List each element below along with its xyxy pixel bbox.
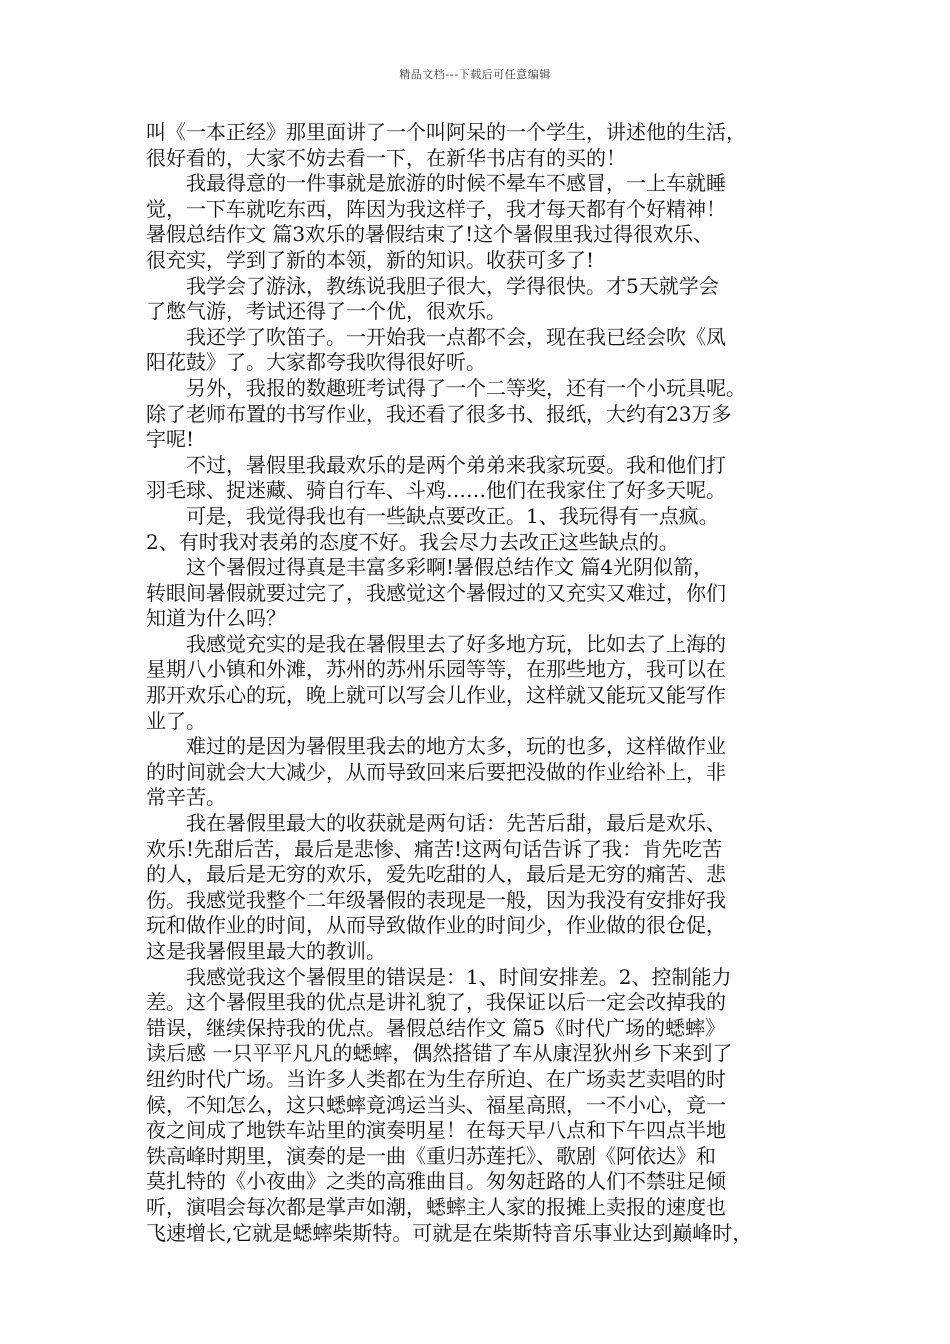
text-line: 我感觉我这个暑假里的错误是：1、时间安排差。2、控制能力 xyxy=(146,964,732,989)
text-line: 转眼间暑假就要过完了，我感觉这个暑假过的又充实又难过，你们 xyxy=(146,580,726,605)
text-line: 的时间就会大大减少，从而导致回来后要把没做的作业给补上，非 xyxy=(146,759,726,784)
text-line: 的人，最后是无穷的欢乐，爱先吃甜的人，最后是无穷的痛苦、悲 xyxy=(146,862,726,887)
text-line: 叫《一本正经》那里面讲了一个叫阿呆的一个学生，讲述他的生活， xyxy=(146,120,746,144)
text-line: 候，不知怎么，这只蟋蟀竟鸿运当头、福星高照，一不小心，竟一 xyxy=(146,1092,726,1117)
text-line: 2、有时我对表弟的态度不好。我会尽力去改正这些缺点的。 xyxy=(146,529,679,554)
text-line: 我在暑假里最大的收获就是两句话：先苦后甜，最后是欢乐、 xyxy=(146,811,726,836)
text-line: 读后感 一只平平凡凡的蟋蟀，偶然搭错了车从康涅狄州乡下来到了 xyxy=(146,1041,733,1066)
text-line: 常辛苦。 xyxy=(146,785,226,810)
text-line: 阳花鼓》了。大家都夸我吹得很好听。 xyxy=(146,350,486,375)
text-line: 我还学了吹笛子。一开始我一点都不会，现在我已经会吹《凤 xyxy=(146,324,726,349)
text-line: 玩和做作业的时间，从而导致做作业的时间少，作业做的很仓促， xyxy=(146,913,726,938)
text-line: 很好看的，大家不妨去看一下，在新华书店有的买的！ xyxy=(146,145,626,170)
text-line: 难过的是因为暑假里我去的地方太多，玩的也多，这样做作业 xyxy=(146,734,726,759)
text-line: 莫扎特的《小夜曲》之类的高雅曲目。匆匆赶路的人们不禁驻足倾 xyxy=(146,1169,726,1194)
text-line: 不过，暑假里我最欢乐的是两个弟弟来我家玩耍。我和他们打 xyxy=(146,452,726,477)
text-line: 除了老师布置的书写作业，我还看了很多书、报纸，大约有23万多 xyxy=(146,401,732,426)
text-line: 伤。我感觉我整个二年级暑假的表现是一般，因为我没有安排好我 xyxy=(146,887,726,912)
text-line: 听，演唱会每次都是掌声如潮，蟋蟀主人家的报摊上卖报的速度也 xyxy=(146,1194,726,1219)
text-line: 羽毛球、捉迷藏、骑自行车、斗鸡……他们在我家住了好多天呢。 xyxy=(146,478,726,503)
text-line: 可是，我觉得我也有一些缺点要改正。1、我玩得有一点疯。 xyxy=(146,503,719,528)
text-line: 夜之间成了地铁车站里的演奏明星！在每天早八点和下午四点半地 xyxy=(146,1118,726,1143)
text-line: 字呢! xyxy=(146,427,195,452)
text-line: 很充实，学到了新的本领，新的知识。收获可多了! xyxy=(146,247,595,272)
text-line: 欢乐!先甜后苦，最后是悲惨、痛苦!这两句话告诉了我：肯先吃苦 xyxy=(146,836,723,861)
text-line: 业了。 xyxy=(146,708,206,733)
text-line: 另外，我报的数趣班考试得了一个二等奖，还有一个小玩具呢。 xyxy=(146,375,746,400)
document-body xyxy=(146,120,826,1246)
page-header: 精品文档---下载后可任意编辑 xyxy=(399,68,551,81)
text-line: 这个暑假过得真是丰富多彩啊!暑假总结作文 篇4光阴似箭， xyxy=(146,555,714,580)
text-line: 飞速增长,它就是蟋蟀柴斯特。可就是在柴斯特音乐事业达到巅峰时， xyxy=(146,1220,753,1245)
text-line: 我学会了游泳，教练说我胆子很大，学得很快。才5天就学会 xyxy=(146,273,719,298)
text-line: 星期八小镇和外滩，苏州的苏州乐园等等，在那些地方，我可以在 xyxy=(146,657,726,682)
text-line: 铁高峰时期里，演奏的是一曲《重归苏莲托》、歌剧《阿依达》和 xyxy=(146,1143,716,1168)
text-line: 了憋气游，考试还得了一个优，很欢乐。 xyxy=(146,299,506,324)
text-line: 纽约时代广场。当许多人类都在为生存所迫、在广场卖艺卖唱的时 xyxy=(146,1066,726,1091)
text-line: 差。这个暑假里我的优点是讲礼貌了，我保证以后一定会改掉我的 xyxy=(146,990,726,1015)
text-line: 错误，继续保持我的优点。暑假总结作文 篇5《时代广场的蟋蟀》 xyxy=(146,1015,726,1040)
text-line: 那开欢乐心的玩，晚上就可以写会儿作业，这样就又能玩又能写作 xyxy=(146,683,726,708)
text-line: 暑假总结作文 篇3欢乐的暑假结束了!这个暑假里我过得很欢乐、 xyxy=(146,222,714,247)
text-line: 我最得意的一件事就是旅游的时候不晕车不感冒，一上车就睡 xyxy=(146,171,726,196)
text-line: 知道为什么吗？ xyxy=(146,606,286,631)
text-line: 这是我暑假里最大的教训。 xyxy=(146,939,386,963)
text-line: 觉，一下车就吃东西，阵因为我这样子，我才每天都有个好精神！ xyxy=(146,196,726,221)
text-line: 我感觉充实的是我在暑假里去了好多地方玩，比如去了上海的 xyxy=(146,631,726,656)
